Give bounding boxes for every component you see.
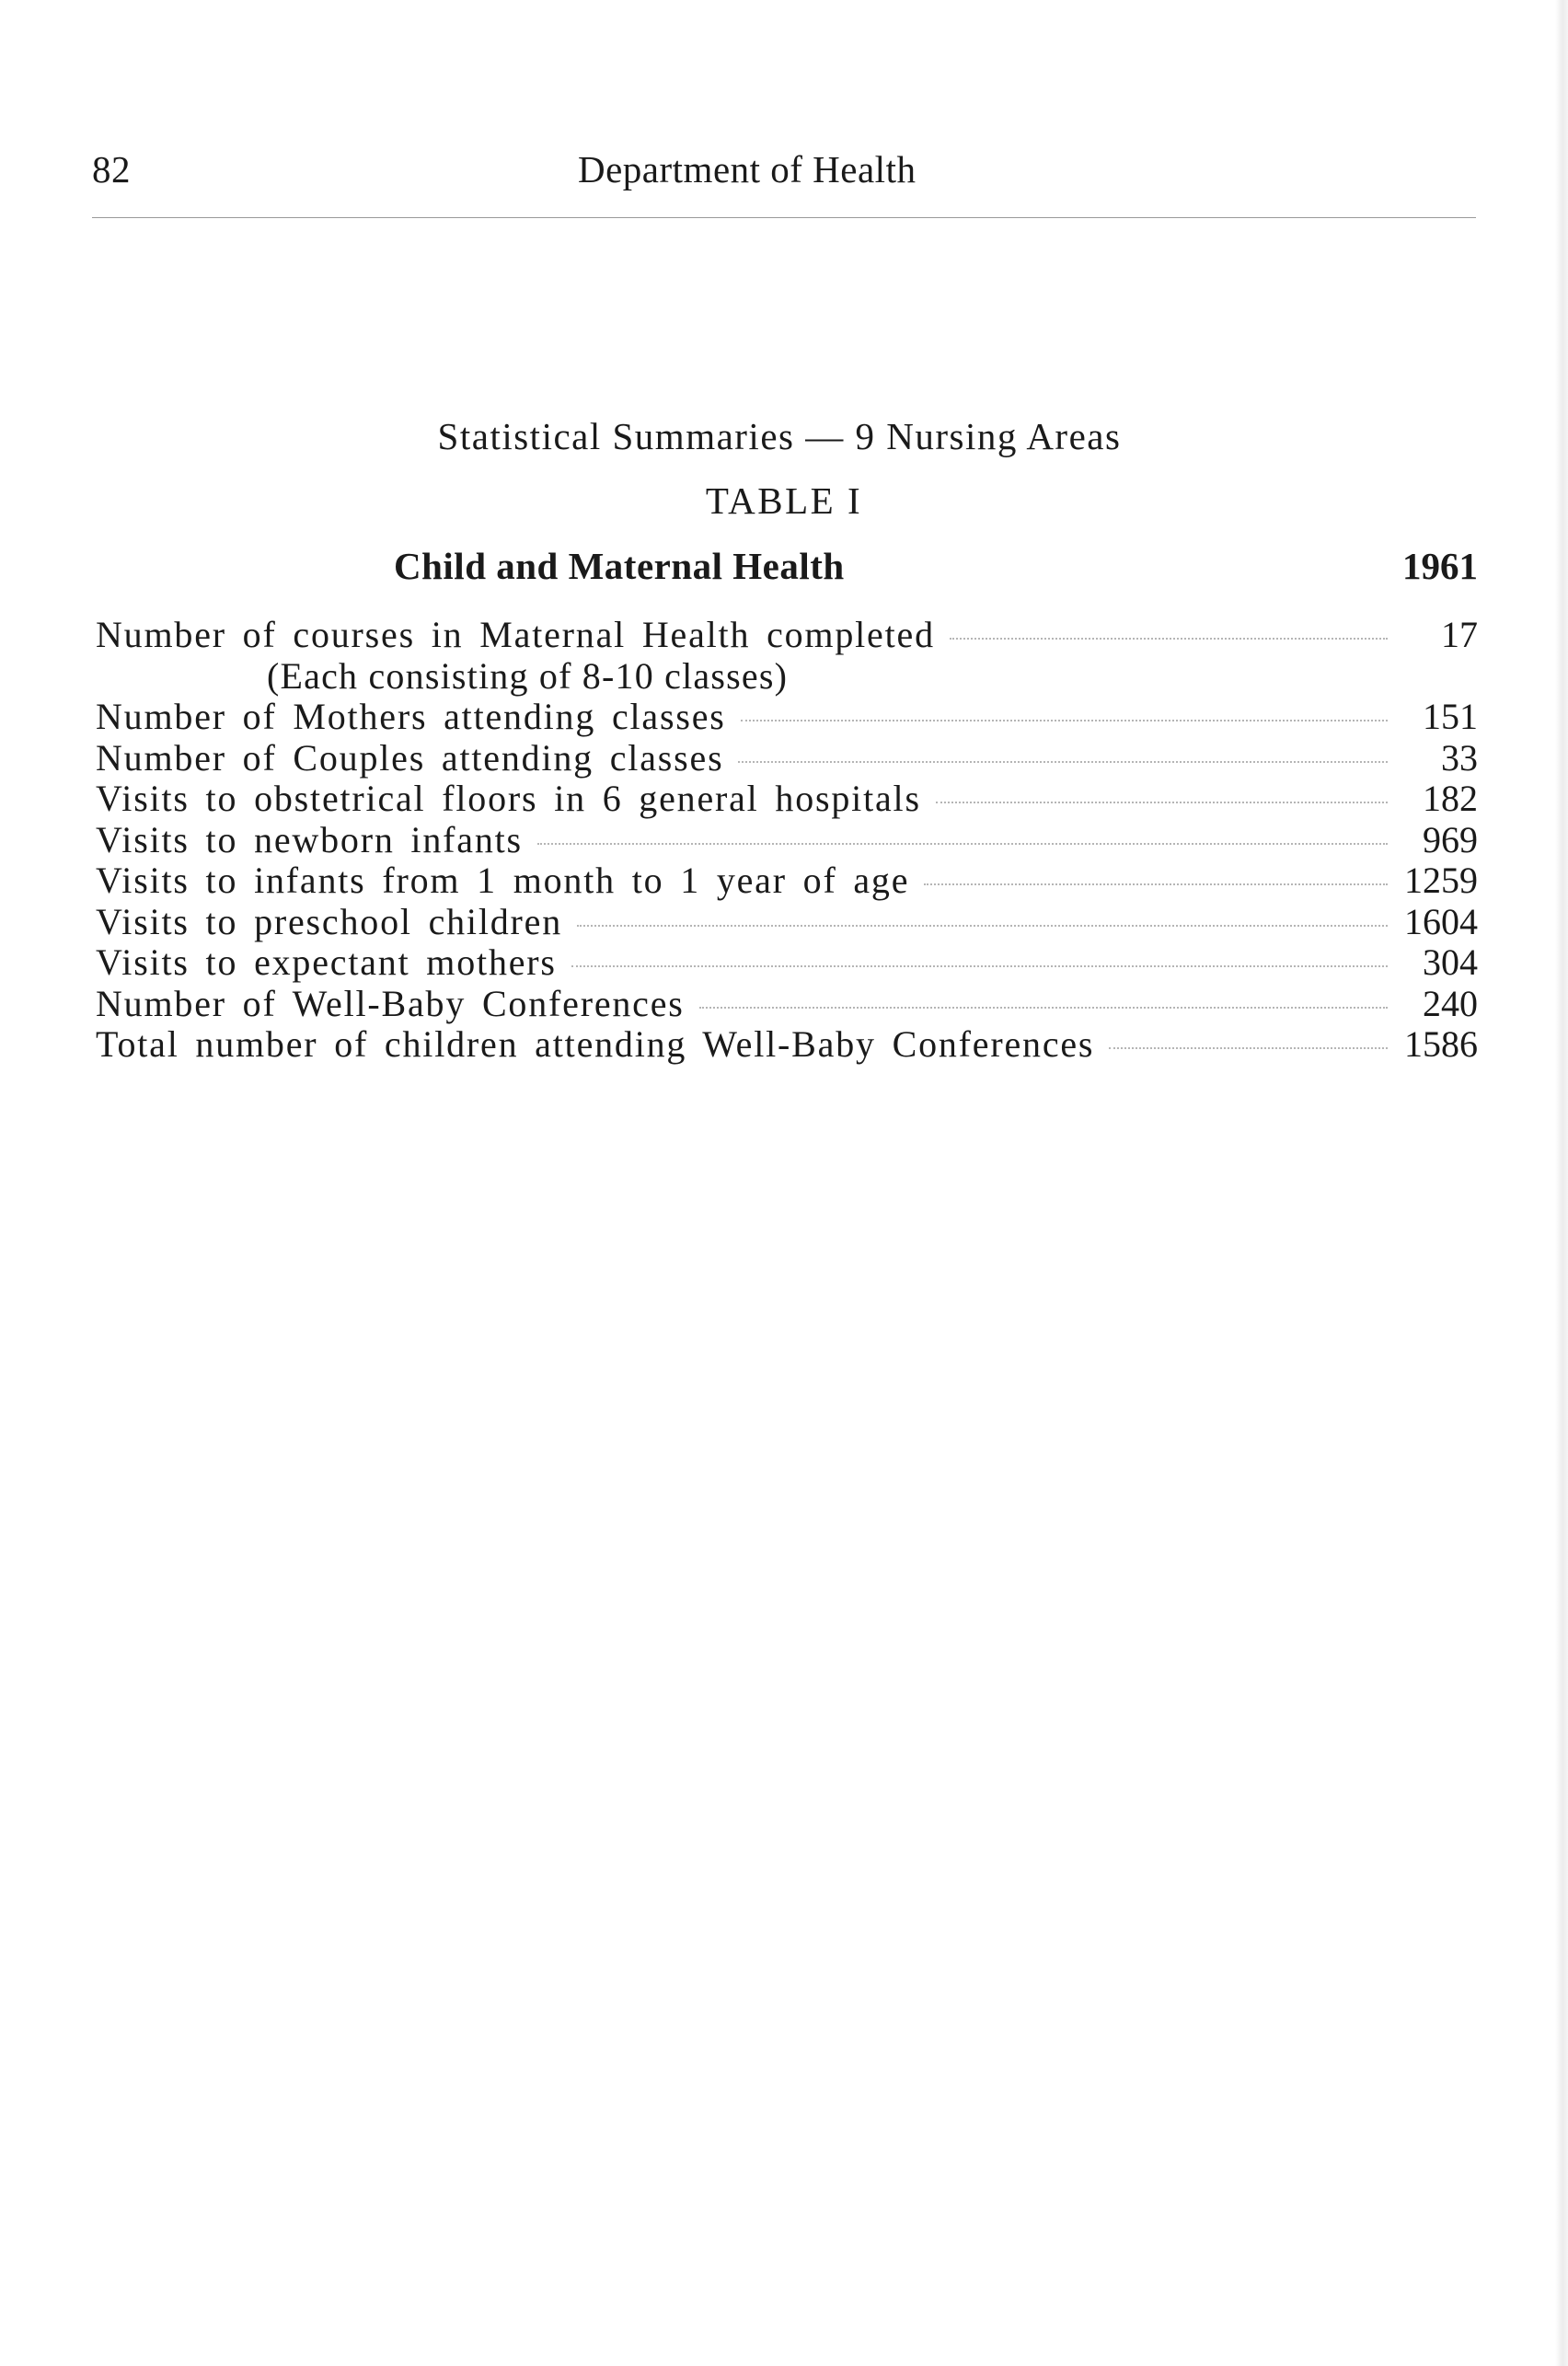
row-label: Visits to preschool children <box>96 900 563 942</box>
table-label: TABLE I <box>705 479 863 522</box>
row-label: Number of Mothers attending classes <box>96 696 726 737</box>
dot-leader <box>936 802 1388 803</box>
row-note: (Each consisting of 8-10 classes) <box>267 654 789 697</box>
row-value: 151 <box>1423 696 1478 737</box>
dot-leader <box>950 638 1388 640</box>
dot-leader <box>738 761 1388 763</box>
row-label: Number of Well-Baby Conferences <box>96 982 685 1024</box>
statistics-table <box>96 615 1478 1066</box>
table-row <box>96 738 1478 779</box>
dot-leader <box>699 1007 1388 1009</box>
table-row <box>96 779 1478 820</box>
table-row <box>96 1024 1478 1066</box>
table-row <box>96 697 1478 738</box>
running-title: Department of Health <box>578 148 917 190</box>
row-value: 33 <box>1441 736 1478 779</box>
row-value: 304 <box>1423 941 1478 983</box>
section-heading: Child and Maternal Health <box>394 545 845 587</box>
row-label: Number of courses in Maternal Health completed <box>96 614 935 655</box>
dot-leader <box>1109 1047 1388 1049</box>
row-value: 1259 <box>1404 860 1478 901</box>
table-row <box>96 984 1478 1025</box>
header-rule <box>92 217 1476 218</box>
page-number: 82 <box>92 148 131 190</box>
row-label: Number of Couples attending classes <box>96 736 724 779</box>
row-label: Visits to newborn infants <box>96 818 523 860</box>
table-row <box>96 942 1478 984</box>
dot-leader <box>571 965 1388 967</box>
row-label: Visits to infants from 1 month to 1 year of age <box>96 860 910 901</box>
row-value: 1586 <box>1404 1023 1478 1065</box>
row-label: Visits to expectant mothers <box>96 941 557 983</box>
table-row <box>96 615 1478 656</box>
dot-leader <box>577 925 1388 927</box>
row-value: 1604 <box>1404 900 1478 942</box>
row-value: 240 <box>1423 982 1478 1024</box>
row-value: 17 <box>1441 614 1478 655</box>
table-row <box>96 860 1478 902</box>
page-edge-shadow <box>1555 0 1568 2366</box>
dot-leader <box>537 843 1388 845</box>
row-label: Visits to obstetrical floors in 6 general hospitals <box>96 778 921 819</box>
dot-leader <box>924 883 1388 885</box>
row-label: Total number of children attending Well-Baby Conferences <box>96 1023 1095 1065</box>
summary-title-text: Statistical Summaries — 9 Nursing Areas <box>437 415 1122 457</box>
row-value: 182 <box>1423 778 1478 819</box>
dot-leader <box>741 720 1388 721</box>
table-row <box>96 820 1478 861</box>
year-column-heading: 1961 <box>1402 545 1478 587</box>
running-head <box>92 147 1472 202</box>
table-row <box>96 902 1478 943</box>
row-value: 969 <box>1423 818 1478 860</box>
summary-title <box>0 414 1568 458</box>
